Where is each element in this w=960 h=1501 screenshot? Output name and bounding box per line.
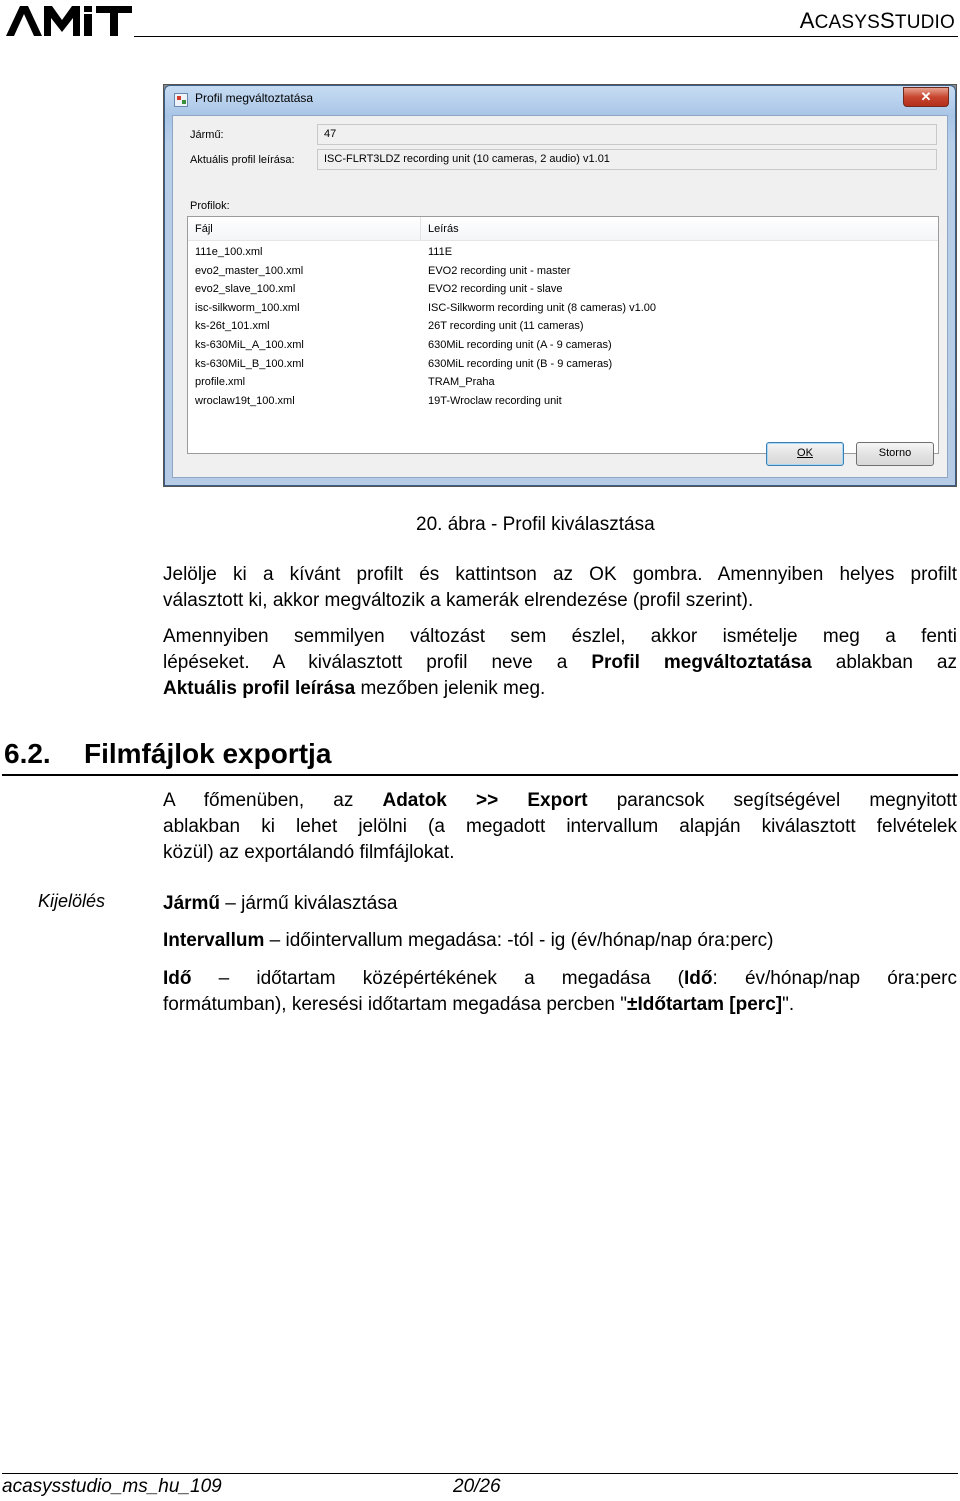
row-description: TRAM_Praha [428,376,495,389]
paragraph-line: A főmenüben, az Adatok >> Export parancsok segítségével megnyitott [163,790,957,811]
list-row[interactable] [188,358,938,377]
paragraph-line: Idő – időtartam középértékének a megadása (Idő: év/hónap/nap óra:perc [163,968,957,989]
close-icon: ✕ [920,89,932,104]
row-description: EVO2 recording unit - slave [428,283,563,296]
row-description: 26T recording unit (11 cameras) [428,320,584,333]
item-term: Idő [163,968,192,989]
paragraph-line: Jelölje ki a kívánt profilt és kattintson az OK gombra. Amennyiben helyes profilt [163,564,957,585]
row-file: 111e_100.xml [195,246,263,258]
row-file: profile.xml [195,376,246,389]
item-description: jármű kiválasztása [241,893,398,914]
footer-rule [2,1473,958,1474]
figure-caption: 20. ábra - Profil kiválasztása [416,514,655,535]
amit-logo [4,2,134,38]
current-profile-field[interactable]: ISC-FLRT3LDZ recording unit (10 cameras, 2 audio) v1.01 [317,149,937,170]
item-time [163,966,957,1018]
item-term: Jármű [163,893,221,914]
list-row[interactable] [188,339,938,358]
bold-term: Adatok [382,790,447,811]
footer-page-number: 20/26 [453,1476,501,1497]
row-file: evo2_master_100.xml [195,264,304,277]
row-description: 19T-Wroclaw recording unit [428,394,562,407]
paragraph-line: formátumban), keresési időtartam megadása percben "±Időtartam [perc]". [163,994,795,1015]
row-description: ISC-Silkworm recording unit (8 cameras) v1.00 [428,301,657,314]
header-rule [134,36,958,37]
list-row[interactable] [188,265,938,284]
paragraph-line: lépéseket. A kiválasztott profil neve a Profil megváltoztatása ablakban az [163,652,958,673]
row-description: 630MiL recording unit (B - 9 cameras) [428,357,613,370]
close-button[interactable] [903,87,949,107]
bold-term: ±Időtartam [perc] [627,994,783,1015]
dialog-client [172,115,948,478]
list-row[interactable] [188,320,938,339]
vehicle-field[interactable]: 47 [317,124,937,145]
paragraph-line: Amennyiben semmilyen változást sem észlel, akkor ismételje meg a fenti [163,626,957,647]
paragraph-line: ablakban ki lehet jelölni (a megadott intervallum alapján kiválasztott felvételek [163,816,957,837]
section-title: Filmfájlok exportja [84,738,332,769]
item-term: Intervallum [163,930,265,951]
section-number: 6.2. [4,738,51,769]
cancel-button-label: Storno [878,447,912,459]
paragraph-line: Aktuális profil leírása mezőben jelenik meg. [163,678,546,699]
row-description: 111E [428,246,453,258]
ok-button[interactable] [766,442,844,466]
column-header-description[interactable]: Leírás [428,223,459,235]
row-file: evo2_slave_100.xml [195,283,296,296]
cancel-button[interactable] [856,442,934,466]
profiles-list[interactable] [187,216,939,454]
item-vehicle: Jármű – jármű kiválasztása [163,893,398,914]
row-file: ks-26t_101.xml [195,320,270,333]
bold-term: Export [527,790,588,811]
list-row[interactable] [188,246,938,265]
current-profile-label: Aktuális profil leírása: [190,154,295,166]
list-row[interactable] [188,395,938,414]
paragraph-line: közül) az exportálandó filmfájlokat. [163,842,455,863]
column-separator[interactable] [420,217,421,241]
item-interval: Intervallum – időintervallum megadása: -tól - ig (év/hónap/nap óra:perc) [163,930,774,951]
vehicle-label: Jármű: [190,129,224,141]
list-row[interactable] [188,376,938,395]
list-header [188,217,938,241]
bold-term: Idő [684,968,713,989]
paragraph-repeat-steps [163,624,957,702]
bold-term: Aktuális profil leírása [163,678,356,699]
item-description: időintervallum megadása: -tól - ig (év/hónap/nap óra:perc) [285,930,774,951]
app-icon [174,93,188,107]
row-description: EVO2 recording unit - master [428,264,571,277]
list-rows [188,246,938,413]
paragraph-line: választott ki, akkor megváltozik a kamerák elrendezése (profil szerint). [163,590,754,611]
paragraph-export-intro [163,788,957,866]
paragraph-select-profile [163,562,957,614]
row-description: 630MiL recording unit (A - 9 cameras) [428,338,612,351]
profiles-label: Profilok: [190,200,230,212]
dialog-titlebar [165,86,955,114]
dialog-window [164,85,956,486]
dialog-title: Profil megváltoztatása [195,91,314,105]
column-header-file[interactable]: Fájl [195,223,213,235]
ok-button-label: OK [797,447,813,459]
bold-term: Profil megváltoztatása [591,652,812,673]
section-rule [2,774,958,776]
profile-dialog-screenshot [163,84,957,487]
row-file: ks-630MiL_A_100.xml [195,338,304,351]
list-row[interactable] [188,283,938,302]
header-title: ACASYSSTUDIO [799,8,955,33]
row-file: wroclaw19t_100.xml [195,394,295,407]
row-file: isc-silkworm_100.xml [195,301,300,314]
margin-note: Kijelölés [38,891,106,911]
footer-doc-id: acasysstudio_ms_hu_109 [2,1476,222,1497]
list-row[interactable] [188,302,938,321]
section-heading [4,738,331,770]
row-file: ks-630MiL_B_100.xml [195,357,304,370]
